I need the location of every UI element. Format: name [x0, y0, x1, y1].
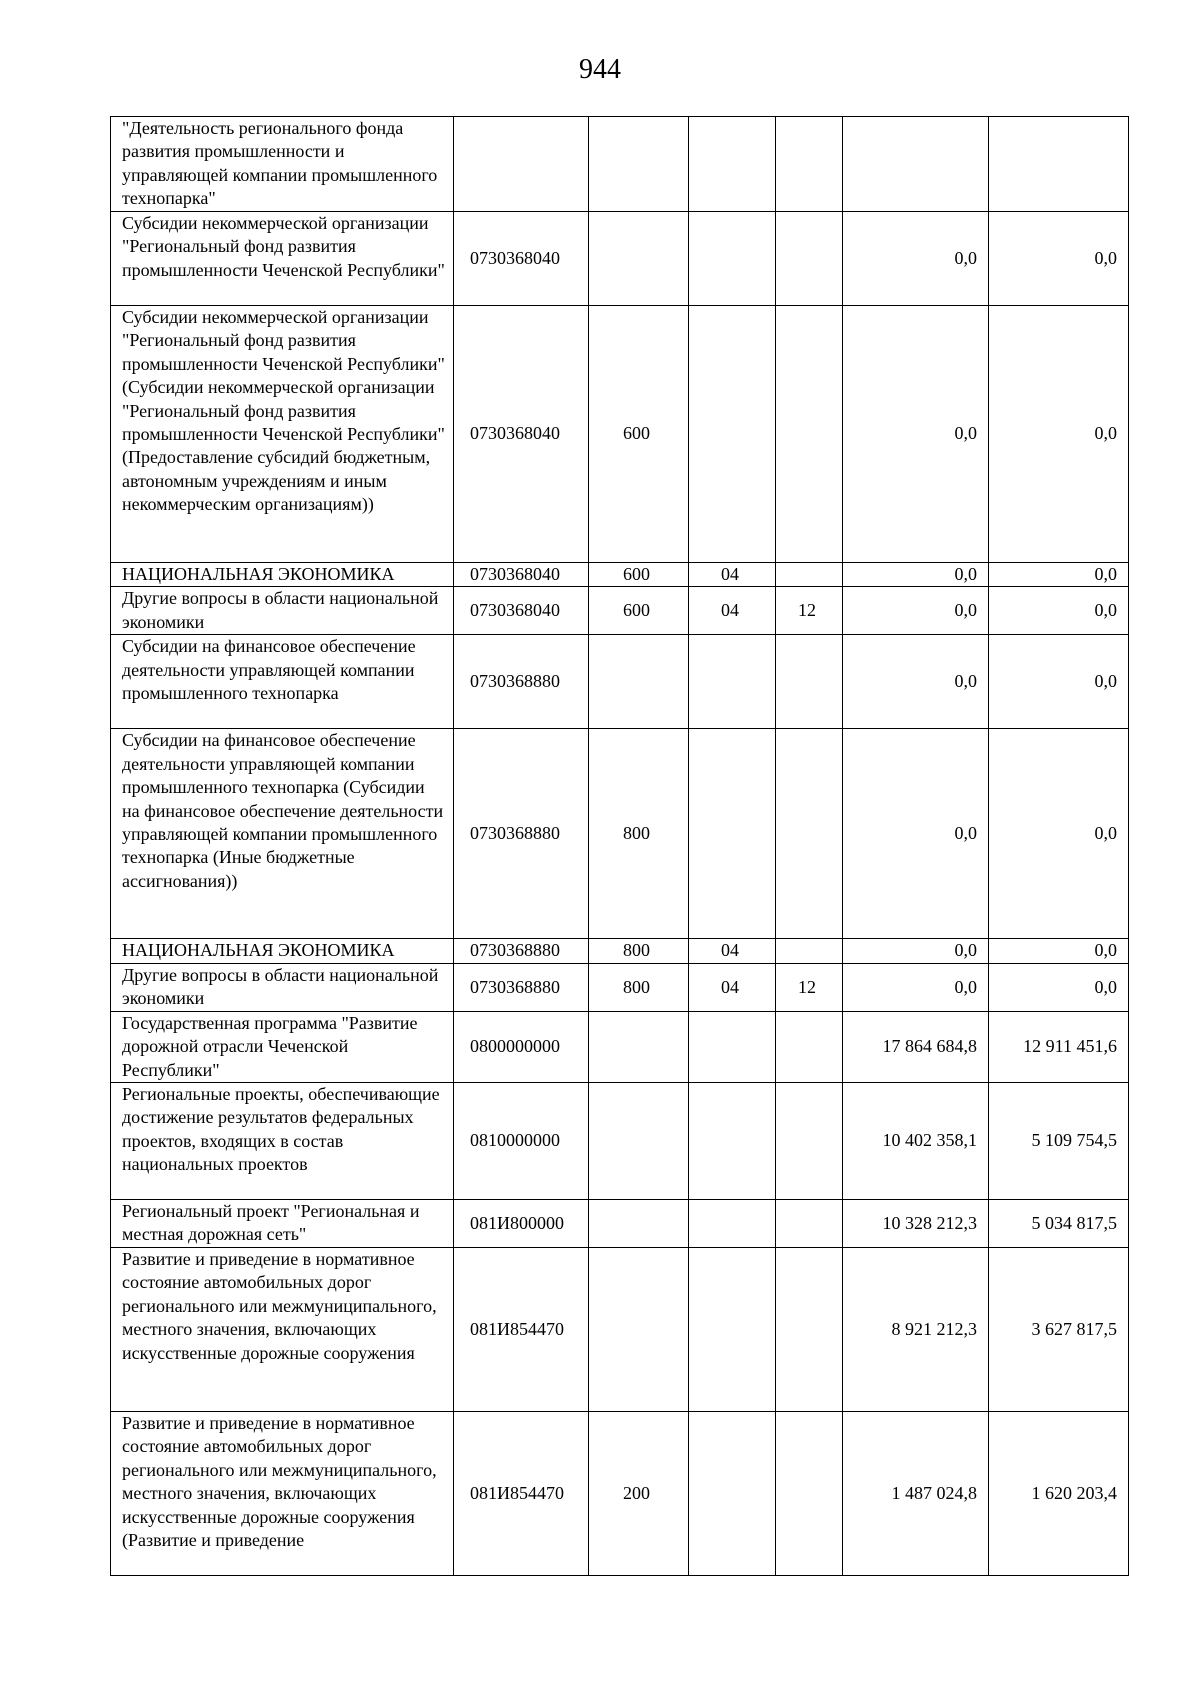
table-row: [111, 1200, 1129, 1248]
amount-2: 0,0: [989, 306, 1129, 563]
row-name: Региональный проект "Региональная и местная дорожная сеть": [111, 1200, 454, 1248]
target-article-code: 081И854470: [454, 1248, 589, 1412]
row-name: "Деятельность регионального фонда развития промышленности и управляющей компании промышленного технопарка": [111, 117, 454, 212]
amount-1: 0,0: [843, 939, 989, 963]
subsection-code: [776, 306, 843, 563]
expense-type: [589, 635, 689, 729]
amount-2: 0,0: [989, 963, 1129, 1011]
row-name: Развитие и приведение в нормативное состояние автомобильных дорог регионального или межмуниципального, местного значения, включающих искусственные дорожные сооружения (Развитие и приведение: [111, 1412, 454, 1576]
table-body: [111, 117, 1129, 1576]
table-row: [111, 963, 1129, 1011]
amount-1: 0,0: [843, 306, 989, 563]
subsection-code: [776, 212, 843, 306]
row-name: Региональные проекты, обеспечивающие достижение результатов федеральных проектов, входящих в состав национальных проектов: [111, 1083, 454, 1200]
amount-1: 0,0: [843, 635, 989, 729]
subsection-code: 12: [776, 587, 843, 635]
table-row: [111, 939, 1129, 963]
subsection-code: [776, 1248, 843, 1412]
table-row: [111, 1011, 1129, 1082]
amount-1: 17 864 684,8: [843, 1011, 989, 1082]
amount-1: 0,0: [843, 963, 989, 1011]
expense-type: [589, 212, 689, 306]
table-row: [111, 117, 1129, 212]
section-code: [689, 729, 776, 939]
table-row: [111, 1412, 1129, 1576]
section-code: 04: [689, 963, 776, 1011]
row-name: НАЦИОНАЛЬНАЯ ЭКОНОМИКА: [111, 939, 454, 963]
expense-type: [589, 1200, 689, 1248]
row-name: Субсидии на финансовое обеспечение деятельности управляющей компании промышленного технопарка: [111, 635, 454, 729]
amount-1: 8 921 212,3: [843, 1248, 989, 1412]
expense-type: 600: [589, 306, 689, 563]
row-name: НАЦИОНАЛЬНАЯ ЭКОНОМИКА: [111, 563, 454, 587]
expense-type: 800: [589, 729, 689, 939]
subsection-code: [776, 1200, 843, 1248]
expense-type: 800: [589, 963, 689, 1011]
subsection-code: 12: [776, 963, 843, 1011]
section-code: [689, 1200, 776, 1248]
row-name: Развитие и приведение в нормативное состояние автомобильных дорог регионального или межмуниципального, местного значения, включающих искусственные дорожные сооружения: [111, 1248, 454, 1412]
target-article-code: 081И854470: [454, 1412, 589, 1576]
amount-1: 0,0: [843, 587, 989, 635]
target-article-code: 0730368040: [454, 212, 589, 306]
amount-2: 0,0: [989, 587, 1129, 635]
amount-1: 10 328 212,3: [843, 1200, 989, 1248]
amount-1: 1 487 024,8: [843, 1412, 989, 1576]
target-article-code: 0730368880: [454, 729, 589, 939]
row-name: Другие вопросы в области национальной экономики: [111, 587, 454, 635]
expense-type: [589, 1083, 689, 1200]
target-article-code: 0800000000: [454, 1011, 589, 1082]
table-row: [111, 306, 1129, 563]
target-article-code: 0810000000: [454, 1083, 589, 1200]
amount-2: 0,0: [989, 939, 1129, 963]
row-name: Другие вопросы в области национальной экономики: [111, 963, 454, 1011]
table-row: [111, 729, 1129, 939]
amount-1: 10 402 358,1: [843, 1083, 989, 1200]
section-code: [689, 1083, 776, 1200]
section-code: 04: [689, 587, 776, 635]
amount-2: 0,0: [989, 729, 1129, 939]
section-code: [689, 212, 776, 306]
table-row: [111, 587, 1129, 635]
section-code: [689, 1011, 776, 1082]
amount-2: 5 109 754,5: [989, 1083, 1129, 1200]
amount-2: 0,0: [989, 563, 1129, 587]
table-row: [111, 635, 1129, 729]
amount-1: 0,0: [843, 212, 989, 306]
table-row: [111, 563, 1129, 587]
target-article-code: 0730368040: [454, 563, 589, 587]
subsection-code: [776, 1083, 843, 1200]
target-article-code: 0730368040: [454, 306, 589, 563]
subsection-code: [776, 117, 843, 212]
amount-2: 5 034 817,5: [989, 1200, 1129, 1248]
target-article-code: 0730368880: [454, 939, 589, 963]
section-code: [689, 306, 776, 563]
row-name: Субсидии на финансовое обеспечение деятельности управляющей компании промышленного технопарка (Субсидии на финансовое обеспечение деятельности управляющей компании промышленного технопарка (Иные бюджетные ассигнования)): [111, 729, 454, 939]
section-code: [689, 117, 776, 212]
section-code: [689, 635, 776, 729]
subsection-code: [776, 563, 843, 587]
subsection-code: [776, 635, 843, 729]
row-name: Субсидии некоммерческой организации "Региональный фонд развития промышленности Чеченской Республики" (Субсидии некоммерческой организации "Региональный фонд развития промышленности Чеченской Республики" (Предоставление субсидий бюджетным, автономным учреждениям и иным некоммерческим организациям)): [111, 306, 454, 563]
table-row: [111, 1248, 1129, 1412]
expense-type: 600: [589, 563, 689, 587]
section-code: [689, 1248, 776, 1412]
expense-type: 800: [589, 939, 689, 963]
subsection-code: [776, 1011, 843, 1082]
expense-type: 200: [589, 1412, 689, 1576]
amount-2: 3 627 817,5: [989, 1248, 1129, 1412]
amount-1: 0,0: [843, 563, 989, 587]
expense-type: [589, 117, 689, 212]
table-row: [111, 1083, 1129, 1200]
amount-1: [843, 117, 989, 212]
amount-2: 0,0: [989, 212, 1129, 306]
target-article-code: 0730368880: [454, 963, 589, 1011]
subsection-code: [776, 939, 843, 963]
section-code: 04: [689, 939, 776, 963]
section-code: 04: [689, 563, 776, 587]
subsection-code: [776, 729, 843, 939]
expense-type: [589, 1011, 689, 1082]
target-article-code: 0730368040: [454, 587, 589, 635]
row-name: Субсидии некоммерческой организации "Региональный фонд развития промышленности Чеченской Республики": [111, 212, 454, 306]
target-article-code: 081И800000: [454, 1200, 589, 1248]
expense-type: [589, 1248, 689, 1412]
subsection-code: [776, 1412, 843, 1576]
budget-table: [110, 116, 1129, 1576]
amount-2: 12 911 451,6: [989, 1011, 1129, 1082]
target-article-code: 0730368880: [454, 635, 589, 729]
section-code: [689, 1412, 776, 1576]
target-article-code: [454, 117, 589, 212]
amount-2: 1 620 203,4: [989, 1412, 1129, 1576]
expense-type: 600: [589, 587, 689, 635]
amount-1: 0,0: [843, 729, 989, 939]
amount-2: 0,0: [989, 635, 1129, 729]
amount-2: [989, 117, 1129, 212]
row-name: Государственная программа "Развитие дорожной отрасли Чеченской Республики": [111, 1011, 454, 1082]
page-number: 944: [579, 54, 621, 85]
table-row: [111, 212, 1129, 306]
